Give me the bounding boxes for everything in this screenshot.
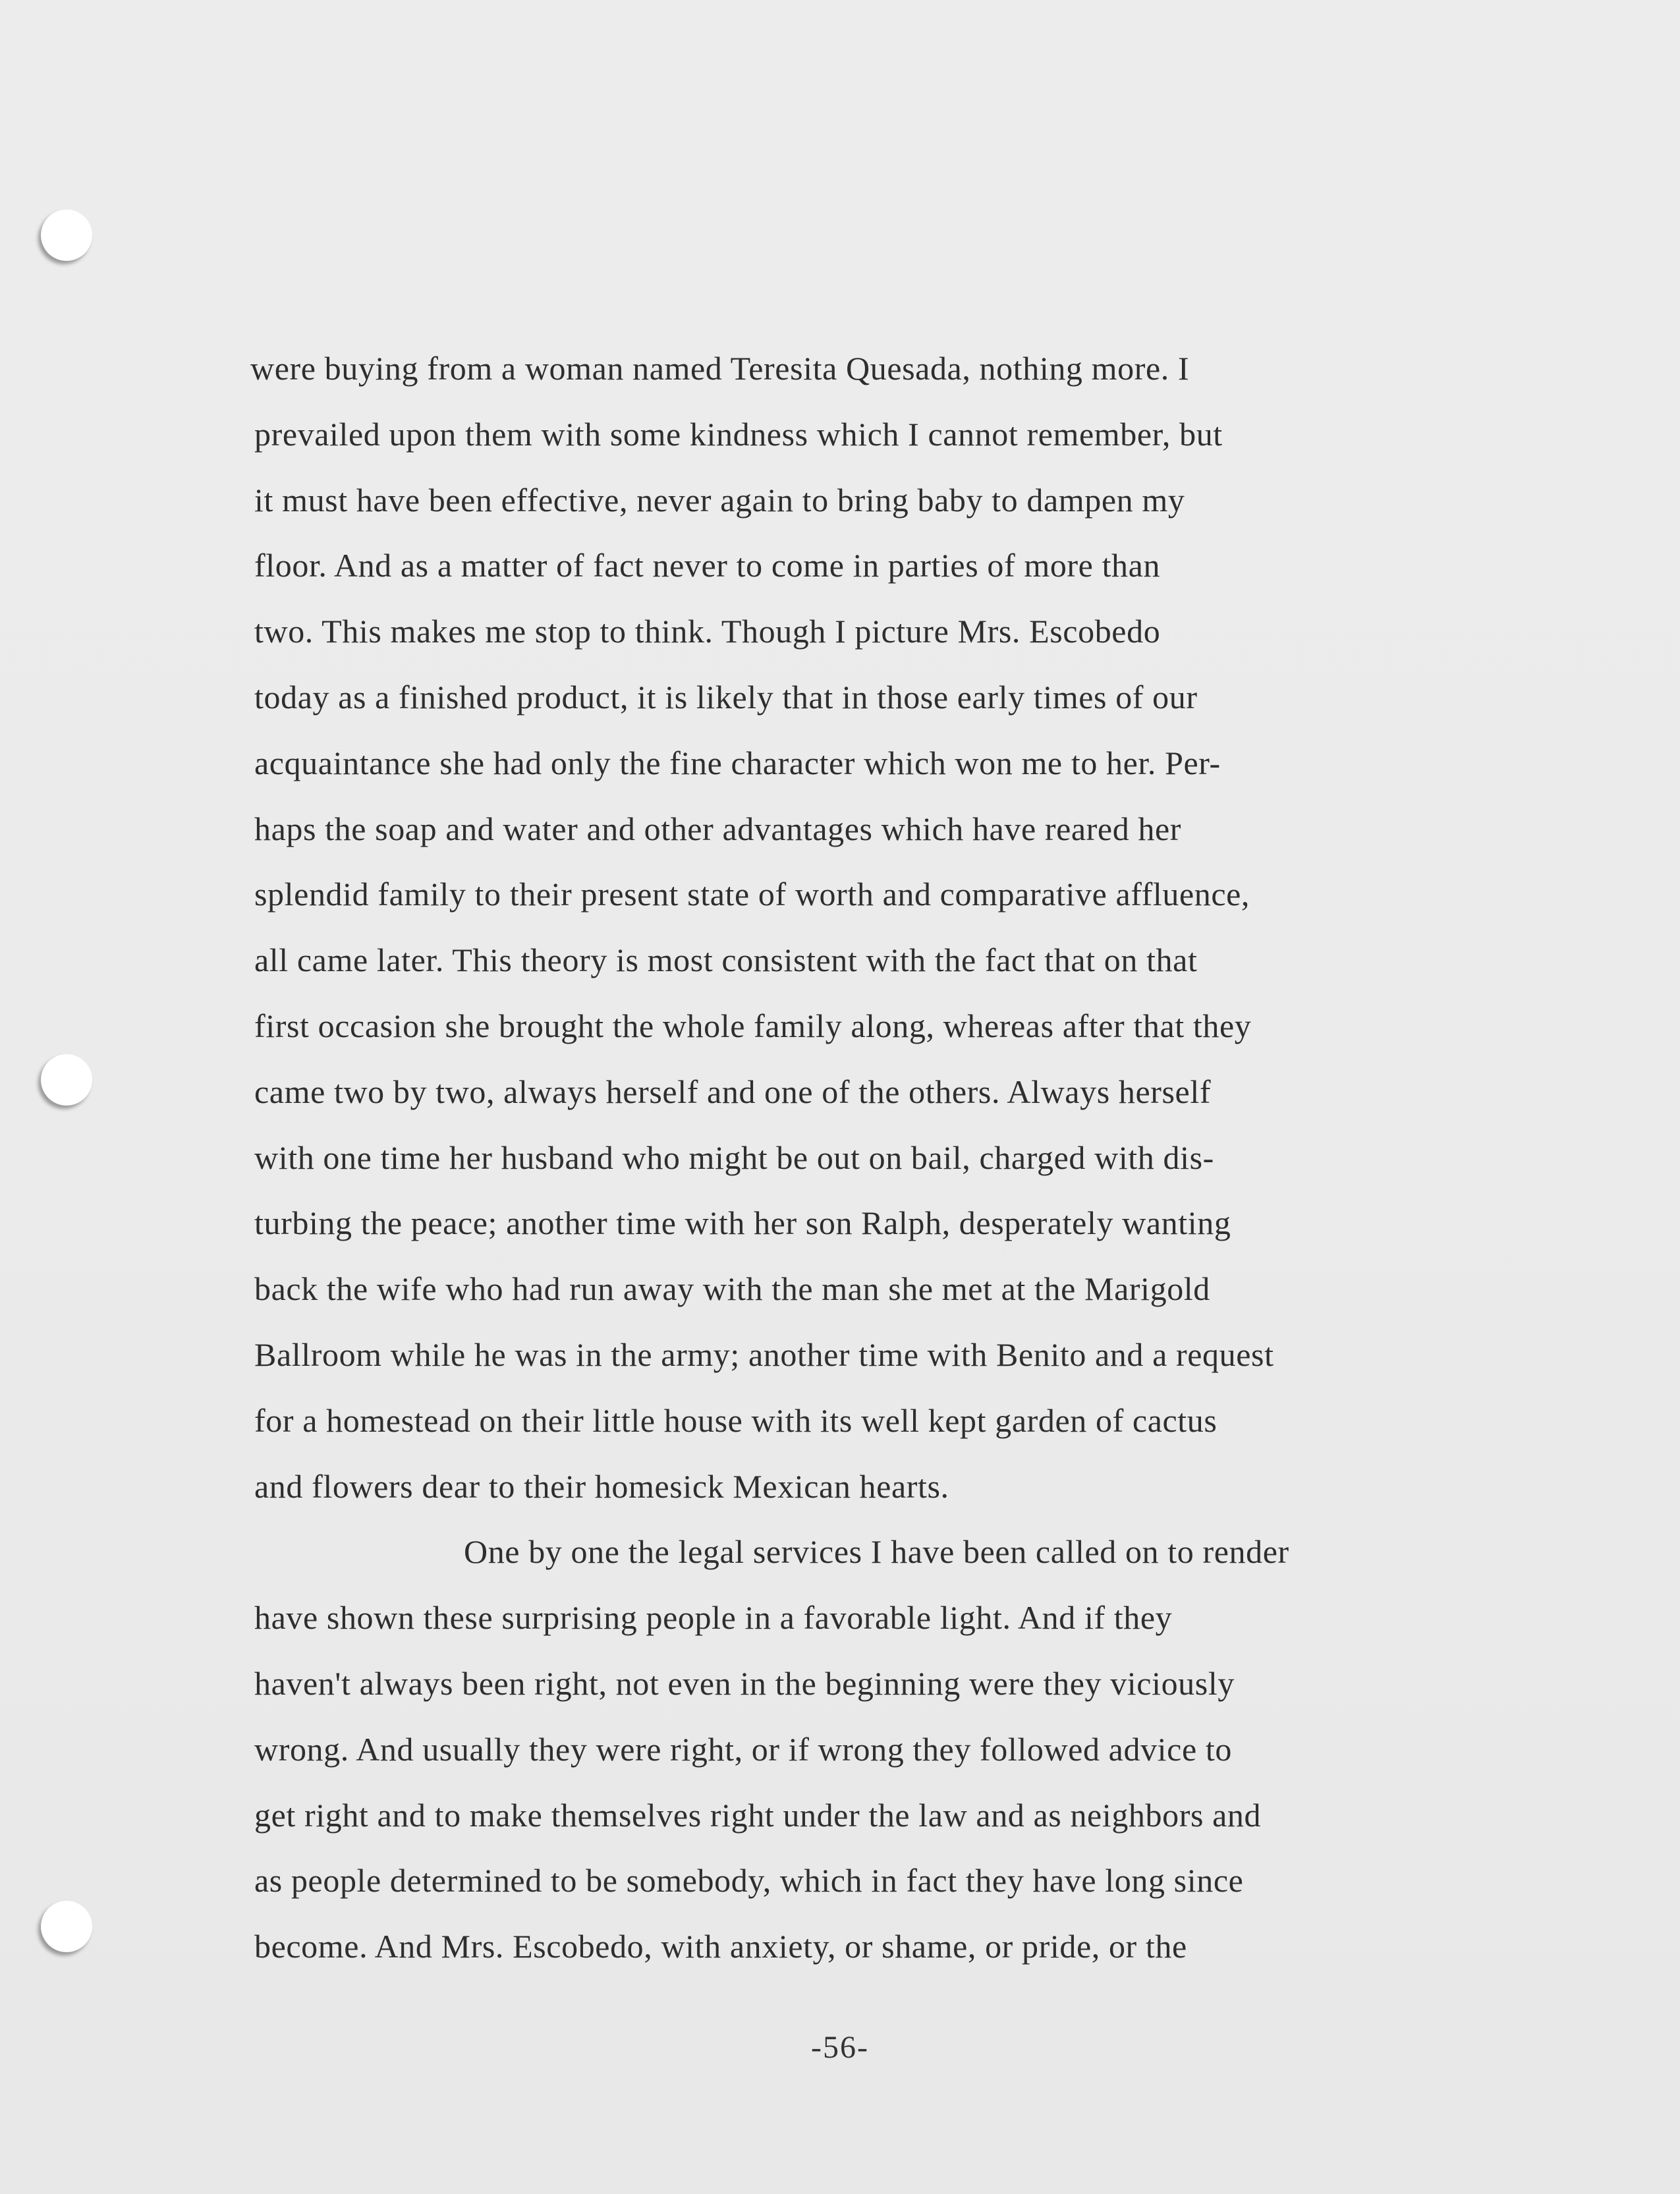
text-line: become. And Mrs. Escobedo, with anxiety, or shame, or pride, or the <box>254 1928 1187 1965</box>
text-line: haps the soap and water and other advantages which have reared her <box>254 810 1182 847</box>
text-line: wrong. And usually they were right, or if wrong they followed advice to <box>254 1730 1232 1768</box>
punch-hole-bottom <box>41 1901 92 1952</box>
text-line: two. This makes me stop to think. Though I picture Mrs. Escobedo <box>254 613 1161 650</box>
text-line: all came later. This theory is most consistent with the fact that on that <box>254 942 1198 979</box>
text-line: have shown these surprising people in a favorable light. And if they <box>254 1599 1173 1637</box>
text-line: turbing the peace; another time with her son Ralph, desperately wanting <box>254 1204 1231 1242</box>
paragraph-start-line: One by one the legal services I have been called on to render <box>464 1533 1289 1571</box>
text-line: it must have been effective, never again to bring baby to dampen my <box>254 481 1185 519</box>
text-line: floor. And as a matter of fact never to come in parties of more than <box>254 547 1161 584</box>
punch-hole-middle <box>41 1054 92 1106</box>
page-number: -56- <box>811 2030 869 2065</box>
text-line: haven't always been right, not even in the beginning were they viciously <box>254 1664 1235 1702</box>
text-line: today as a finished product, it is likely that in those early times of our <box>254 678 1198 716</box>
text-line: first occasion she brought the whole family along, whereas after that they <box>254 1007 1252 1044</box>
body-text <box>250 336 1519 1980</box>
text-line: as people determined to be somebody, which in fact they have long since <box>254 1862 1244 1899</box>
text-line: with one time her husband who might be out on bail, charged with dis- <box>254 1139 1214 1176</box>
text-line: acquaintance she had only the fine character which won me to her. Per- <box>254 744 1221 781</box>
text-line: prevailed upon them with some kindness which I cannot remember, but <box>254 415 1223 453</box>
text-line: were buying from a woman named Teresita Quesada, nothing more. I <box>250 350 1190 387</box>
text-line: and flowers dear to their homesick Mexican hearts. <box>254 1467 949 1505</box>
text-line: back the wife who had run away with the man she met at the Marigold <box>254 1270 1210 1308</box>
text-line: came two by two, always herself and one of the others. Always herself <box>254 1073 1212 1110</box>
text-line: splendid family to their present state of worth and comparative affluence, <box>254 876 1250 913</box>
text-line: for a homestead on their little house with its well kept garden of cactus <box>254 1401 1218 1439</box>
text-line: get right and to make themselves right under the law and as neighbors and <box>254 1796 1262 1834</box>
text-line: Ballroom while he was in the army; another time with Benito and a request <box>254 1336 1274 1373</box>
punch-hole-top <box>41 210 92 261</box>
